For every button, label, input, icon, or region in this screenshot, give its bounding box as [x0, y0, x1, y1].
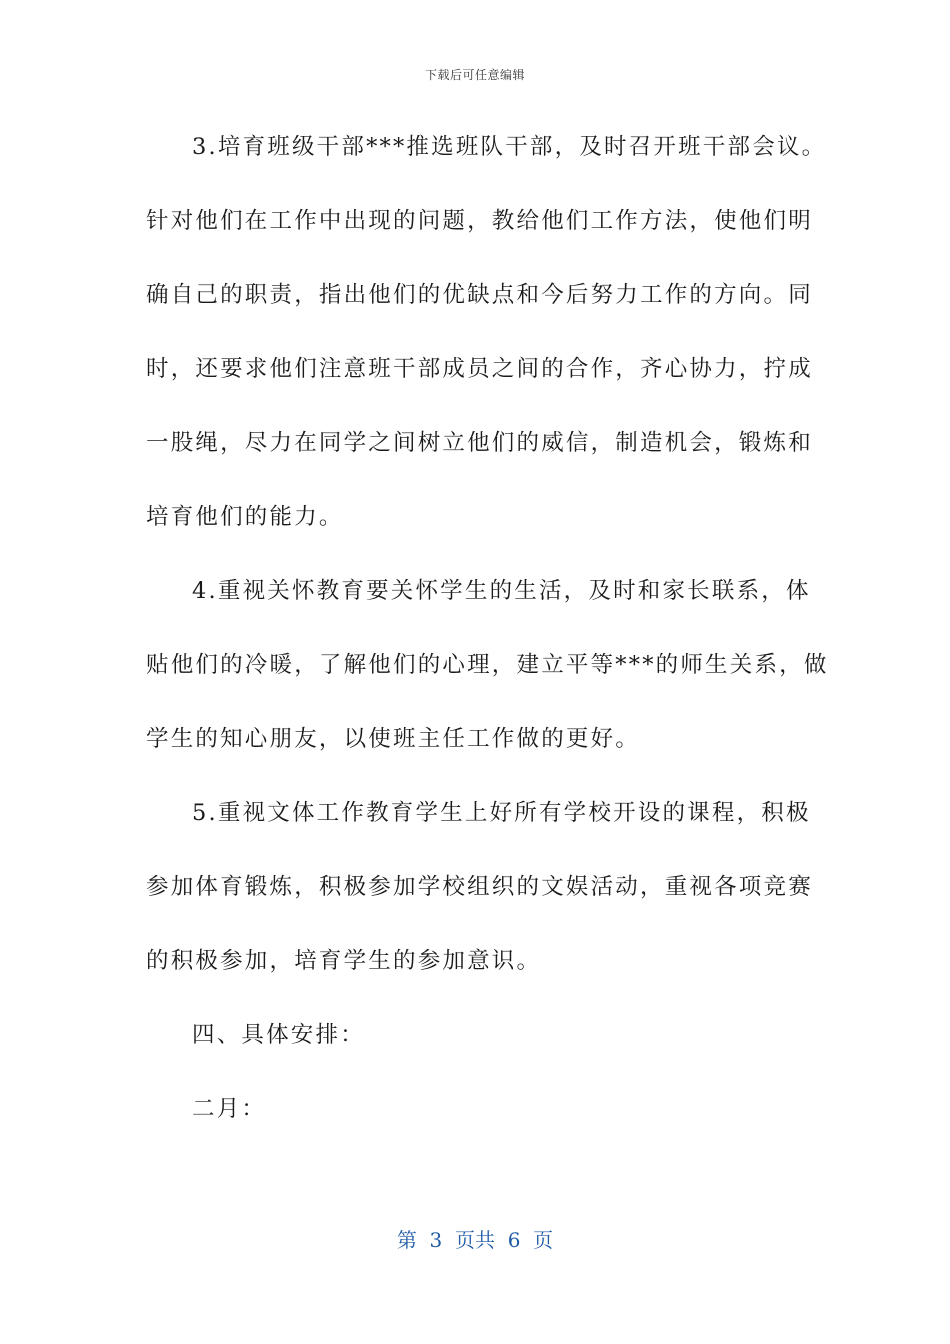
paragraph-3-line-6: 培育他们的能力。 [146, 504, 344, 530]
paragraph-4-line-3: 学生的知心朋友，以使班主任工作做的更好。 [146, 726, 641, 752]
paragraph-3-line-3: 确自己的职责，指出他们的优缺点和今后努力工作的方向。同 [146, 282, 813, 308]
paragraph-5-line-2: 参加体育锻炼，积极参加学校组织的文娱活动，重视各项竞赛 [146, 874, 813, 900]
header-note: 下载后可任意编辑 [424, 68, 525, 82]
paragraph-3-line-4: 时，还要求他们注意班干部成员之间的合作，齐心协力，拧成 [146, 356, 813, 382]
section-heading: 四、具体安排： [192, 1022, 365, 1048]
paragraph-3-line-2: 针对他们在工作中出现的问题，教给他们工作方法，使他们明 [146, 208, 813, 234]
page-number-footer: 第 3 页共 6 页 [396, 1228, 554, 1252]
paragraph-4-line-2: 贴他们的冷暖，了解他们的心理，建立平等***的师生关系，做 [146, 652, 829, 678]
paragraph-5-line-3: 的积极参加，培育学生的参加意识。 [146, 948, 542, 974]
document-body [146, 124, 829, 1160]
paragraph-3-line-5: 一股绳，尽力在同学之间树立他们的威信，制造机会，锻炼和 [146, 430, 813, 456]
paragraph-5-line-1: 5.重视文体工作教育学生上好所有学校开设的课程，积极 [192, 800, 811, 826]
paragraph-4-line-1: 4.重视关怀教育要关怀学生的生活，及时和家长联系，体 [192, 578, 811, 604]
paragraph-3-line-1: 3.培育班级干部***推选班队干部，及时召开班干部会议。 [192, 134, 827, 160]
month-heading: 二月： [192, 1096, 267, 1122]
